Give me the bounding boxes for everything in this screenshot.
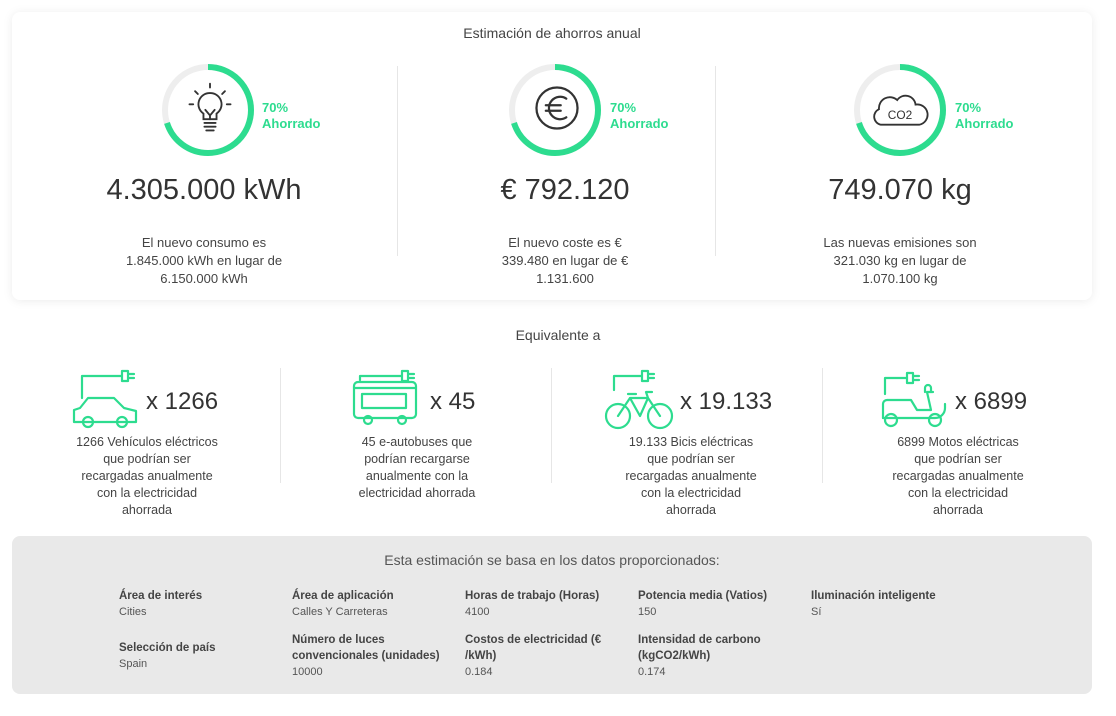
desc-line: con la electricidad (907, 486, 1009, 500)
desc-line: 45 e-autobuses que (361, 435, 473, 449)
savings-card (12, 12, 1092, 300)
desc-line: 1266 Vehículos eléctricos (76, 435, 218, 449)
percent-label: Ahorrado (610, 116, 669, 131)
field-label: Área de aplicación (292, 590, 394, 602)
equivalent-count: x 45 (430, 388, 476, 415)
basis-title: Esta estimación se basa en los datos proporcionados: (384, 552, 720, 568)
electric-scooter-icon (877, 368, 953, 432)
field-area-aplicacion (292, 588, 462, 620)
field-value: Sí (811, 606, 822, 618)
electric-bike-icon (602, 368, 678, 432)
field-label: Selección de país (119, 642, 216, 654)
metric-value: 749.070 kg (828, 174, 972, 206)
field-label: Iluminación inteligente (811, 590, 936, 602)
divider (280, 368, 281, 483)
desc-line: recargadas anualmente (625, 469, 757, 483)
label-line: (kgCO2/kWh) (638, 650, 711, 662)
percent-saved (955, 100, 1014, 132)
label-line: /kWh) (465, 650, 497, 662)
field-value: 0.184 (465, 666, 493, 678)
desc-line: anualmente con la (365, 469, 469, 483)
field-numero-luces (292, 632, 462, 680)
equivalent-count: x 6899 (955, 388, 1028, 415)
equivalent-item-car (60, 368, 330, 518)
equivalent-description (52, 434, 242, 519)
desc-line: electricidad ahorrada (358, 486, 476, 500)
desc-line: que podrían ser (914, 452, 1002, 466)
desc-line: recargadas anualmente (892, 469, 1024, 483)
divider (715, 66, 716, 256)
basis-card (12, 536, 1092, 694)
field-label (292, 632, 462, 664)
label-line: Número de luces (292, 634, 385, 646)
field-value: Cities (119, 606, 147, 618)
percent-label: Ahorrado (955, 116, 1014, 131)
metric-description (465, 234, 665, 288)
desc-line: ahorrada (932, 503, 984, 517)
field-label (465, 632, 635, 664)
field-label (638, 632, 808, 664)
percent-saved (262, 100, 321, 132)
divider (397, 66, 398, 256)
desc-line: El nuevo consumo es (141, 235, 267, 250)
field-label: Horas de trabajo (Horas) (465, 590, 600, 602)
percent-value: 70% (955, 100, 982, 115)
equivalent-item-bus (330, 368, 600, 518)
divider (822, 368, 823, 483)
field-seleccion-pais (119, 640, 289, 672)
equivalent-count: x 19.133 (680, 388, 773, 415)
desc-line: con la electricidad (640, 486, 742, 500)
desc-line: con la electricidad (96, 486, 198, 500)
metric-value: € 792.120 (500, 174, 630, 206)
electric-car-icon (70, 368, 146, 432)
field-value: Spain (119, 658, 148, 670)
label-line: convencionales (unidades) (292, 650, 440, 662)
field-costos-electricidad (465, 632, 635, 680)
equivalent-item-scooter (865, 368, 1116, 518)
equivalent-description (863, 434, 1053, 519)
desc-line: 1.845.000 kWh en lugar de (125, 253, 283, 268)
desc-line: 1.131.600 (536, 271, 594, 286)
percent-saved (610, 100, 669, 132)
field-value: 150 (638, 606, 657, 618)
metric-description (800, 234, 1000, 288)
desc-line: 339.480 en lugar de € (501, 253, 629, 268)
field-potencia-media (638, 588, 808, 620)
desc-line: que podrían ser (103, 452, 191, 466)
lightbulb-icon (182, 80, 238, 136)
metric-description (104, 234, 304, 288)
euro-icon (529, 80, 585, 136)
equivalent-description (596, 434, 786, 519)
desc-line: ahorrada (665, 503, 717, 517)
desc-line: 321.030 kg en lugar de (833, 253, 967, 268)
divider (551, 368, 552, 483)
desc-line: podrían recargarse (364, 452, 470, 466)
equivalent-item-bike (596, 368, 866, 518)
equivalent-title: Equivalente a (515, 327, 601, 343)
desc-line: 6899 Motos eléctricas (897, 435, 1019, 449)
desc-line: 6.150.000 kWh (160, 271, 248, 286)
field-intensidad-carbono (638, 632, 808, 680)
field-horas-trabajo (465, 588, 635, 620)
percent-value: 70% (610, 100, 637, 115)
field-iluminacion-inteligente (811, 588, 981, 620)
svg-text:CO2: CO2 (887, 108, 913, 123)
equivalent-count: x 1266 (146, 388, 219, 415)
electric-bus-icon (350, 368, 426, 432)
savings-title: Estimación de ahorros anual (463, 25, 641, 41)
desc-line: 19.133 Bicis eléctricas (628, 435, 754, 449)
desc-line: ahorrada (121, 503, 173, 517)
field-label: Área de interés (119, 590, 203, 602)
co2-cloud-icon (868, 88, 932, 134)
metric-value: 4.305.000 kWh (106, 174, 302, 206)
label-line: Intensidad de carbono (638, 634, 761, 646)
desc-line: que podrían ser (647, 452, 735, 466)
field-value: Calles Y Carreteras (292, 606, 388, 618)
field-value: 10000 (292, 666, 323, 678)
field-value: 4100 (465, 606, 490, 618)
equivalent-description (322, 434, 512, 502)
desc-line: El nuevo coste es € (508, 235, 622, 250)
field-label: Potencia media (Vatios) (638, 590, 768, 602)
percent-label: Ahorrado (262, 116, 321, 131)
label-line: Costos de electricidad (€ (465, 634, 602, 646)
desc-line: 1.070.100 kg (862, 271, 938, 286)
field-value: 0.174 (638, 666, 666, 678)
desc-line: recargadas anualmente (81, 469, 213, 483)
percent-value: 70% (262, 100, 289, 115)
desc-line: Las nuevas emisiones son (823, 235, 977, 250)
field-area-interes (119, 588, 289, 620)
